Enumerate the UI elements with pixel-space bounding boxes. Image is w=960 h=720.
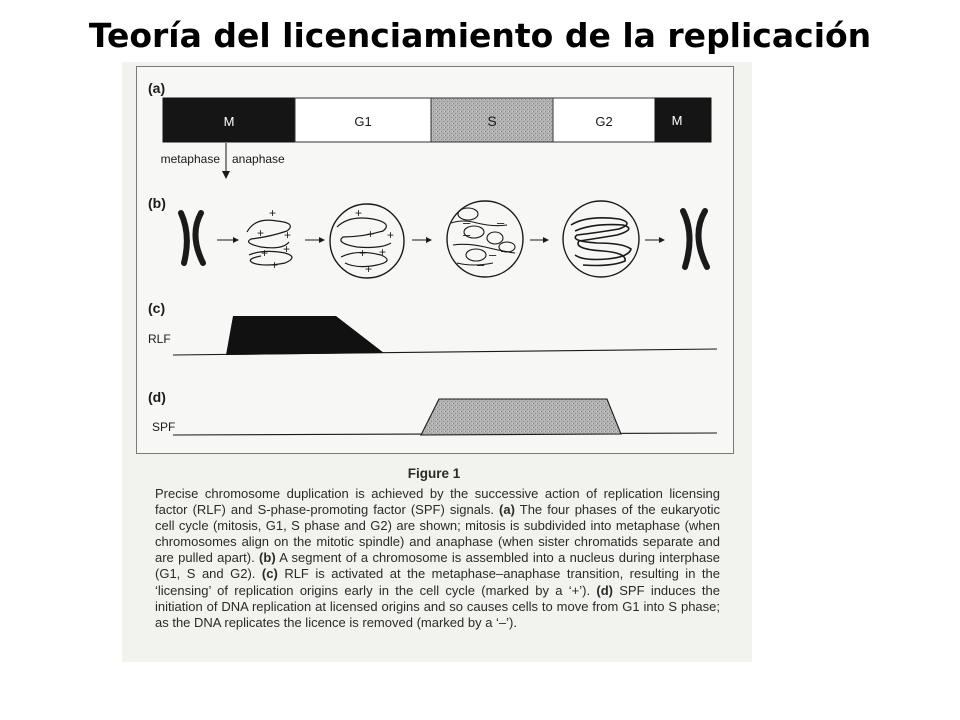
caption-c-text: RLF is activated at the metaphase–anaphase transition, resulting in the ‘licensing’ of replication origins early in the cell cycle (marked by a ‘+’).	[155, 566, 720, 598]
caption-b-label: (b)	[259, 550, 276, 566]
rlf-label: RLF	[148, 332, 171, 346]
nucleus-replicating	[447, 201, 523, 277]
transition-marker	[161, 143, 285, 179]
plus-sign: +	[387, 228, 395, 242]
phase-g2-label: G2	[595, 114, 613, 129]
arrow-5	[645, 237, 665, 243]
chromosome-right	[683, 211, 707, 267]
plus-sign: +	[379, 245, 387, 259]
caption-d-label: (d)	[596, 582, 613, 598]
nucleus-licensed	[330, 204, 404, 278]
figure-caption	[155, 486, 720, 631]
figure-diagram	[137, 67, 733, 453]
caption-title: Figure 1	[407, 466, 461, 481]
caption-a-label: (a)	[499, 502, 515, 518]
plus-sign: +	[359, 246, 367, 260]
caption-c-label: (c)	[261, 566, 278, 582]
plus-sign: +	[355, 206, 363, 220]
arrow-2	[305, 237, 325, 243]
nucleus-replicated	[563, 201, 639, 277]
phase-s-label: S	[487, 113, 497, 129]
phase-m-label: M	[223, 114, 235, 129]
caption-d-text: SPF induces the initiation of DNA replication at licensed origins and so causes cells to move from G1 into S phase; as the DNA replicates the licence is removed (marked by a ‘–’).	[155, 582, 720, 630]
figure-box	[136, 66, 734, 454]
phase-g1-label: G1	[354, 114, 372, 129]
panel-d-label: (d)	[148, 389, 166, 405]
minus-sign: –	[477, 257, 485, 272]
spf-label: SPF	[152, 420, 176, 434]
phase-m2-block	[655, 98, 711, 142]
phase-m2-label: M	[671, 113, 683, 128]
minus-sign: –	[463, 215, 471, 230]
plus-sign: +	[261, 246, 269, 260]
plus-sign: +	[271, 258, 279, 272]
minus-sign: –	[463, 227, 471, 242]
panel-c-label: (c)	[148, 300, 166, 316]
panel-a-label: (a)	[148, 80, 166, 96]
minus-sign: –	[489, 247, 497, 262]
minus-sign: –	[497, 215, 505, 230]
arrow-3	[412, 237, 432, 243]
arrow-1	[217, 237, 239, 243]
chromosome-left	[181, 213, 203, 263]
metaphase-label: metaphase	[160, 152, 220, 166]
plus-sign: +	[284, 228, 292, 242]
anaphase-label: anaphase	[232, 152, 285, 166]
plus-sign: +	[283, 242, 291, 256]
plus-sign: +	[367, 227, 375, 241]
caption-intro: Precise chromosome duplication is achieved by the successive action of replication licensing factor (RLF) and S-phase-promoting factor (SPF) signals.	[155, 486, 720, 518]
arrow-4	[530, 237, 549, 243]
caption-a-text: The four phases of the eukaryotic cell cycle (mitosis, G1, S phase and G2) are shown; mitosis is subdivided into metaphase (when chromosomes align on the mitotic spindle) and anaphase (when sister chromatids separate and are pulled apart).	[155, 502, 720, 566]
rlf-activity	[226, 316, 384, 355]
plus-sign: +	[257, 226, 265, 240]
caption-b-text: A segment of a chromosome is assembled into a nucleus during interphase (G1, S and G2).	[155, 550, 720, 582]
plus-sign: +	[269, 206, 277, 220]
phase-bar	[163, 98, 711, 142]
minus-sign: –	[501, 243, 509, 258]
spf-activity	[421, 399, 621, 435]
plus-sign: +	[365, 262, 373, 276]
slide-title: Teoría del licenciamiento de la replicación	[88, 16, 872, 55]
panel-b-label: (b)	[148, 195, 166, 211]
